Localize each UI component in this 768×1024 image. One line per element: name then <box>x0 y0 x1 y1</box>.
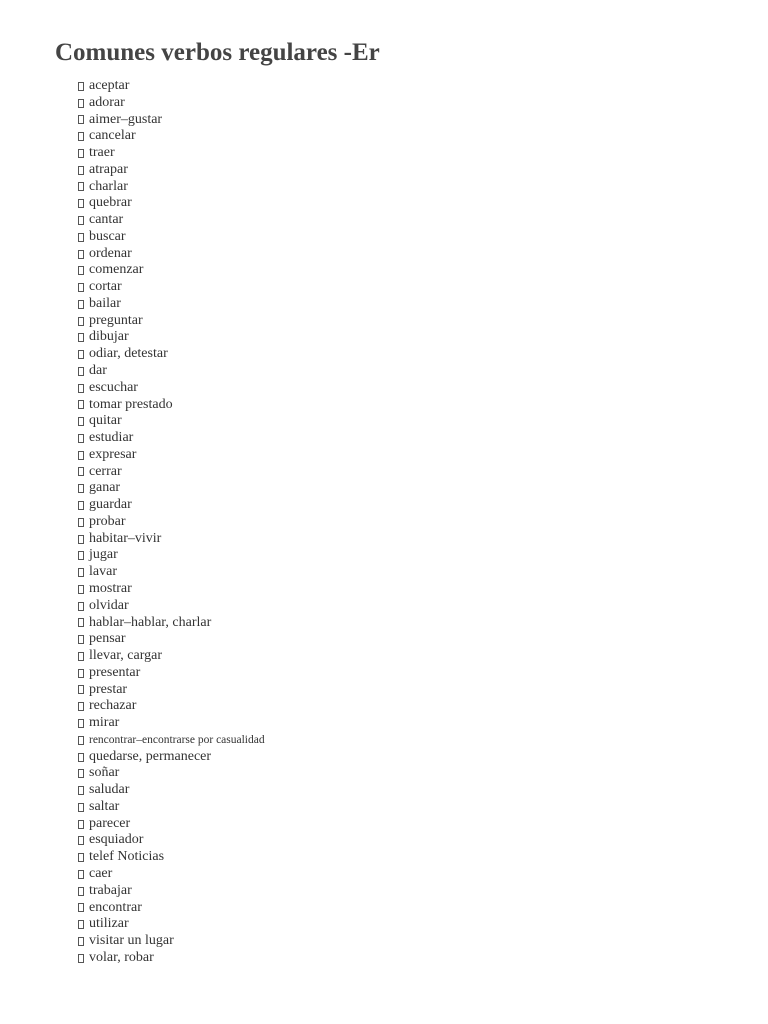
verb-text: jugar <box>89 547 118 563</box>
list-item <box>78 648 265 665</box>
list-item <box>78 464 265 481</box>
empty-box-icon <box>78 250 84 259</box>
verb-text: olvidar <box>89 597 129 613</box>
verb-text: escuchar <box>89 379 138 395</box>
empty-box-icon <box>78 702 84 711</box>
list-item <box>78 112 265 129</box>
list-item <box>78 916 265 933</box>
verb-text: odiar, detestar <box>89 346 168 362</box>
verb-text: lavar <box>89 564 117 580</box>
list-item <box>78 413 265 430</box>
empty-box-icon <box>78 518 84 527</box>
verb-text: adorar <box>89 94 125 110</box>
empty-box-icon <box>78 216 84 225</box>
empty-box-icon <box>78 317 84 326</box>
empty-box-icon <box>78 786 84 795</box>
page-title: Comunes verbos regulares -Er <box>55 39 380 66</box>
list-item <box>78 715 265 732</box>
list-item <box>78 313 265 330</box>
list-item <box>78 279 265 296</box>
empty-box-icon <box>78 669 84 678</box>
verb-text: hablar–hablar, charlar <box>89 614 212 630</box>
empty-box-icon <box>78 635 84 644</box>
list-item <box>78 262 265 279</box>
list-item <box>78 732 265 749</box>
verb-text: cantar <box>89 212 124 228</box>
verb-text: guardar <box>89 497 132 513</box>
list-item <box>78 229 265 246</box>
list-item <box>78 615 265 632</box>
empty-box-icon <box>78 602 84 611</box>
list-item <box>78 883 265 900</box>
verb-text: telef Noticias <box>89 849 165 865</box>
list-item <box>78 480 265 497</box>
empty-box-icon <box>78 501 84 510</box>
verb-text: mostrar <box>89 580 132 596</box>
verb-text: caer <box>89 865 113 881</box>
empty-box-icon <box>78 954 84 963</box>
empty-box-icon <box>78 384 84 393</box>
verb-text: atrapar <box>89 161 128 177</box>
verb-text: quebrar <box>89 195 132 211</box>
empty-box-icon <box>78 199 84 208</box>
verb-text: estudiar <box>89 430 134 446</box>
empty-box-icon <box>78 803 84 812</box>
list-item <box>78 832 265 849</box>
list-item <box>78 933 265 950</box>
list-item <box>78 849 265 866</box>
verb-text: bailar <box>89 295 121 311</box>
verb-text: tomar prestado <box>89 396 173 412</box>
list-item <box>78 497 265 514</box>
empty-box-icon <box>78 769 84 778</box>
verb-text: quedarse, permanecer <box>89 748 212 764</box>
list-item <box>78 765 265 782</box>
empty-box-icon <box>78 283 84 292</box>
verb-text: rechazar <box>89 698 137 714</box>
empty-box-icon <box>78 417 84 426</box>
empty-box-icon <box>78 820 84 829</box>
verb-text: visitar un lugar <box>89 933 174 949</box>
verb-text: saltar <box>89 798 120 814</box>
verb-text: expresar <box>89 446 137 462</box>
list-item <box>78 179 265 196</box>
list-item <box>78 212 265 229</box>
list-item <box>78 682 265 699</box>
verb-text: dibujar <box>89 329 129 345</box>
empty-box-icon <box>78 484 84 493</box>
list-item <box>78 430 265 447</box>
empty-box-icon <box>78 182 84 191</box>
list-item <box>78 145 265 162</box>
list-item <box>78 380 265 397</box>
verb-text: rencontrar–encontrarse por casualidad <box>89 733 265 746</box>
verb-text: dar <box>89 363 107 379</box>
empty-box-icon <box>78 400 84 409</box>
verb-text: ganar <box>89 480 121 496</box>
list-item <box>78 162 265 179</box>
empty-box-icon <box>78 585 84 594</box>
verb-text: soñar <box>89 765 120 781</box>
verb-text: presentar <box>89 664 141 680</box>
list-item <box>78 363 265 380</box>
empty-box-icon <box>78 870 84 879</box>
list-item <box>78 866 265 883</box>
verb-text: habitar–vivir <box>89 530 162 546</box>
empty-box-icon <box>78 685 84 694</box>
list-item <box>78 698 265 715</box>
list-item <box>78 782 265 799</box>
verb-text: parecer <box>89 815 131 831</box>
list-item <box>78 296 265 313</box>
empty-box-icon <box>78 434 84 443</box>
list-item <box>78 547 265 564</box>
empty-box-icon <box>78 903 84 912</box>
empty-box-icon <box>78 618 84 627</box>
verb-text: cortar <box>89 279 122 295</box>
verb-text: pensar <box>89 631 126 647</box>
empty-box-icon <box>78 233 84 242</box>
empty-box-icon <box>78 836 84 845</box>
empty-box-icon <box>78 115 84 124</box>
verb-text: utilizar <box>89 916 129 932</box>
list-item <box>78 514 265 531</box>
verb-text: mirar <box>89 715 120 731</box>
list-item <box>78 665 265 682</box>
verb-text: aimer–gustar <box>89 111 163 127</box>
empty-box-icon <box>78 166 84 175</box>
empty-box-icon <box>78 853 84 862</box>
empty-box-icon <box>78 350 84 359</box>
empty-box-icon <box>78 535 84 544</box>
list-item <box>78 598 265 615</box>
empty-box-icon <box>78 451 84 460</box>
list-item <box>78 346 265 363</box>
empty-box-icon <box>78 333 84 342</box>
verb-text: buscar <box>89 228 126 244</box>
verb-text: trabajar <box>89 882 132 898</box>
verb-text: ordenar <box>89 245 132 261</box>
list-item <box>78 531 265 548</box>
list-item <box>78 564 265 581</box>
empty-box-icon <box>78 568 84 577</box>
empty-box-icon <box>78 367 84 376</box>
list-item <box>78 581 265 598</box>
list-item <box>78 900 265 917</box>
empty-box-icon <box>78 753 84 762</box>
empty-box-icon <box>78 149 84 158</box>
verb-text: charlar <box>89 178 128 194</box>
verb-text: traer <box>89 145 115 161</box>
verb-text: saludar <box>89 782 130 798</box>
verb-text: quitar <box>89 413 122 429</box>
verb-text: volar, robar <box>89 949 154 965</box>
verb-text: llevar, cargar <box>89 648 163 664</box>
empty-box-icon <box>78 937 84 946</box>
empty-box-icon <box>78 920 84 929</box>
list-item <box>78 95 265 112</box>
verb-text: probar <box>89 513 126 529</box>
list-item <box>78 749 265 766</box>
empty-box-icon <box>78 82 84 91</box>
empty-box-icon <box>78 887 84 896</box>
list-item <box>78 128 265 145</box>
empty-box-icon <box>78 300 84 309</box>
list-item <box>78 329 265 346</box>
verb-text: prestar <box>89 681 128 697</box>
verb-text: comenzar <box>89 262 144 278</box>
empty-box-icon <box>78 99 84 108</box>
verb-text: preguntar <box>89 312 143 328</box>
list-item <box>78 950 265 967</box>
list-item <box>78 799 265 816</box>
verb-text: cerrar <box>89 463 122 479</box>
list-item <box>78 195 265 212</box>
verb-list <box>78 78 265 967</box>
empty-box-icon <box>78 736 84 745</box>
empty-box-icon <box>78 266 84 275</box>
list-item <box>78 816 265 833</box>
list-item <box>78 78 265 95</box>
list-item <box>78 397 265 414</box>
list-item <box>78 447 265 464</box>
empty-box-icon <box>78 132 84 141</box>
verb-text: esquiador <box>89 832 144 848</box>
empty-box-icon <box>78 719 84 728</box>
list-item <box>78 631 265 648</box>
empty-box-icon <box>78 467 84 476</box>
empty-box-icon <box>78 652 84 661</box>
verb-text: aceptar <box>89 78 130 93</box>
empty-box-icon <box>78 551 84 560</box>
verb-text: encontrar <box>89 899 142 915</box>
verb-text: cancelar <box>89 128 136 144</box>
list-item <box>78 246 265 263</box>
